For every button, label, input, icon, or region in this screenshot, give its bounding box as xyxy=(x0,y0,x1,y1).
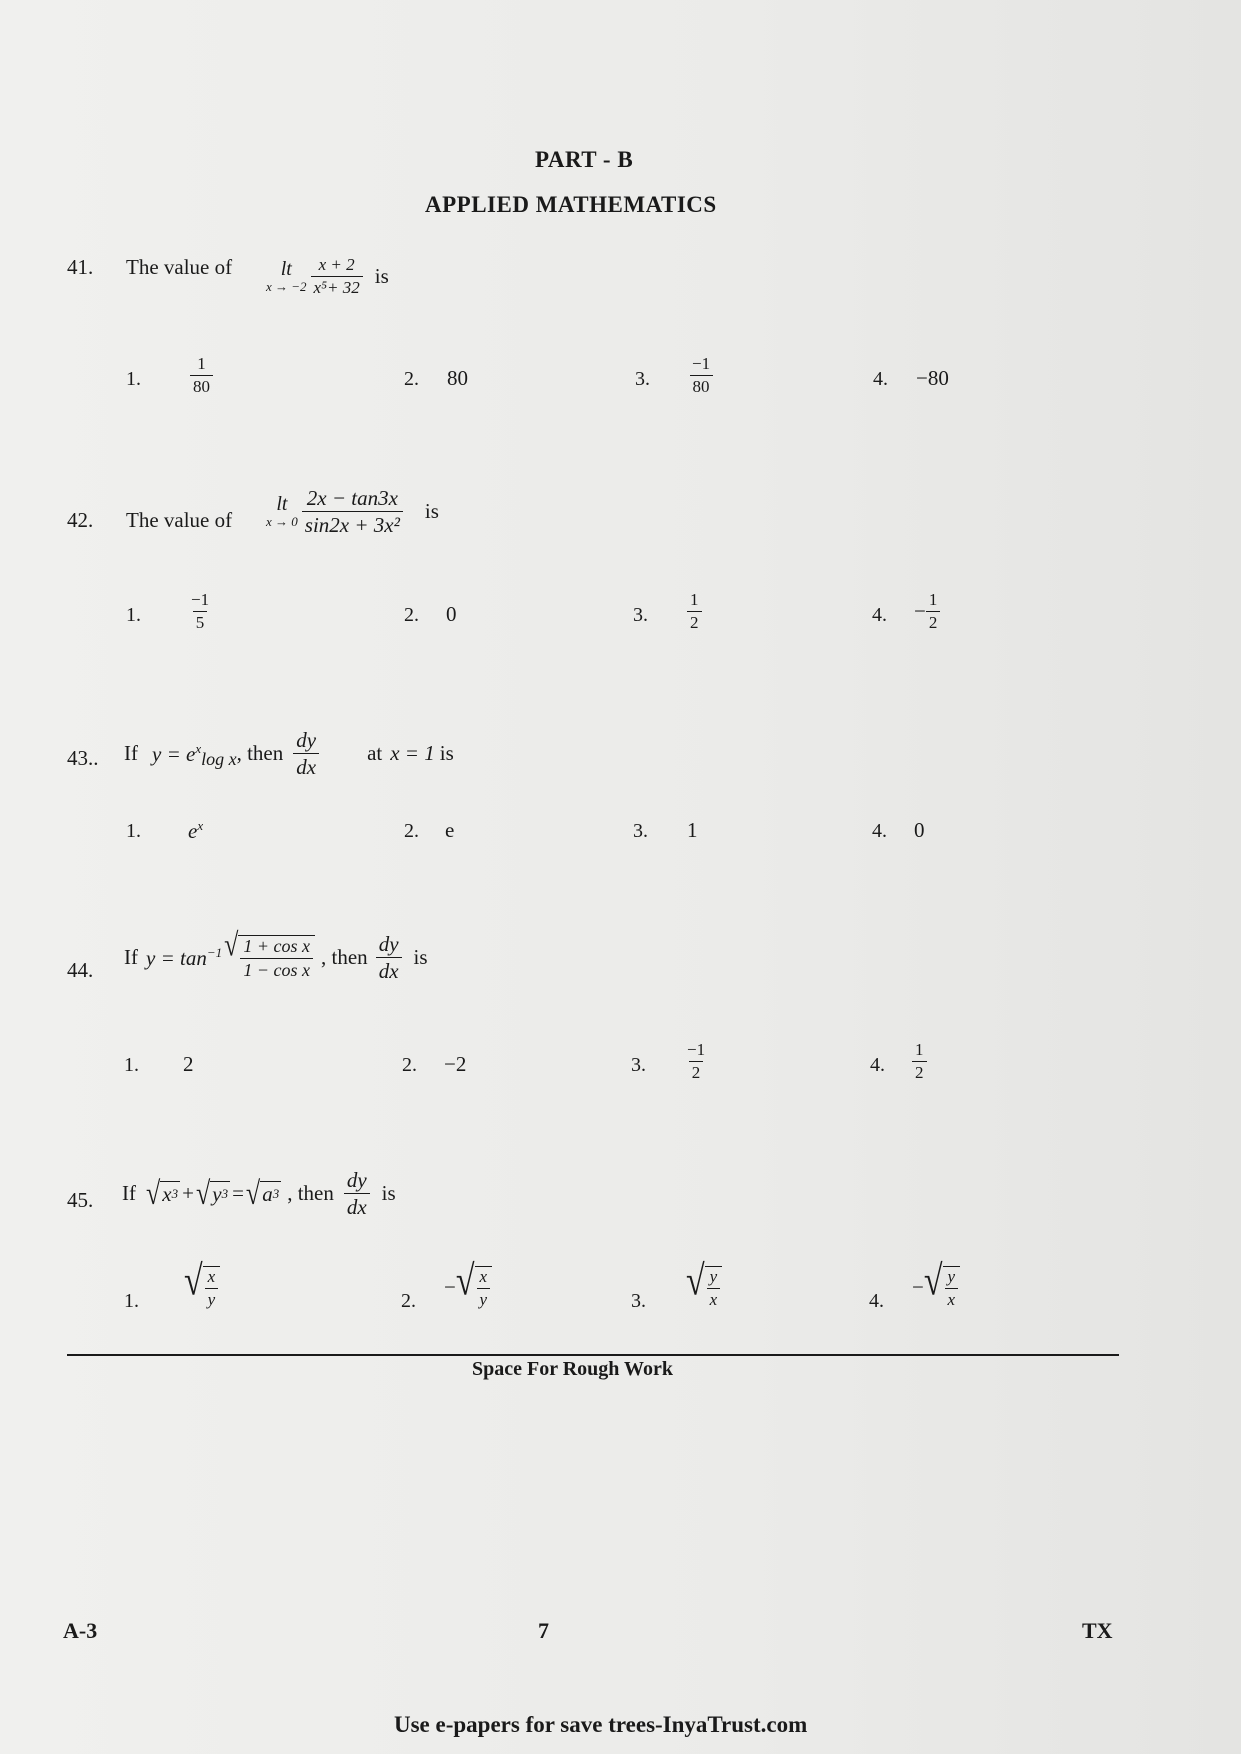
option-fraction xyxy=(687,590,702,632)
limit-word: lt xyxy=(276,493,288,516)
option-value xyxy=(190,354,213,396)
option-value: 1 xyxy=(687,818,698,842)
fraction-denominator: sin2x + 3x² xyxy=(302,511,403,537)
option-number: 2. xyxy=(404,368,419,390)
radical-sign: √ xyxy=(195,1174,211,1212)
fraction-denominator: 5 xyxy=(193,611,208,633)
derivative-denominator: dx xyxy=(344,1193,370,1219)
radical-sign: √ xyxy=(686,1258,705,1305)
square-root xyxy=(923,1258,960,1309)
page-number: 7 xyxy=(538,1618,549,1643)
radical-sign: √ xyxy=(245,1174,261,1212)
option-value xyxy=(188,590,212,632)
fraction-numerator: 1 xyxy=(928,590,938,609)
expression-exponent: −1 xyxy=(206,944,223,960)
fraction-numerator: −1 xyxy=(687,1040,706,1059)
question-45-text xyxy=(122,1168,396,1219)
square-root xyxy=(184,1258,220,1309)
option-number: 4. xyxy=(873,368,888,390)
option-value xyxy=(184,1258,220,1309)
question-prefix: If xyxy=(124,741,138,766)
question-condition: x = 1 xyxy=(390,741,435,766)
question-number: 43.. xyxy=(67,746,99,770)
fraction-numerator: x xyxy=(207,1267,216,1286)
square-root xyxy=(686,1258,722,1309)
derivative-numerator: dy xyxy=(346,1168,367,1192)
rough-work-label: Space For Rough Work xyxy=(472,1358,673,1380)
radical-sign: √ xyxy=(224,926,239,964)
limit-fraction xyxy=(311,255,363,297)
option-fraction xyxy=(188,590,212,632)
radicand xyxy=(203,1266,221,1309)
fraction-denominator: 2 xyxy=(687,611,702,633)
fraction-denominator: 2 xyxy=(912,1061,927,1083)
option-number: 3. xyxy=(631,1054,646,1076)
question-mid: , then xyxy=(321,945,368,970)
limit-subscript: x → 0 xyxy=(266,514,298,530)
fraction-denominator: 2 xyxy=(689,1061,704,1083)
option-fraction xyxy=(205,1267,219,1309)
fraction-numerator: 2x − tan3x xyxy=(306,486,398,510)
option-number: 1. xyxy=(126,368,141,390)
option-number: 2. xyxy=(404,604,419,626)
fraction-denominator: y xyxy=(205,1288,219,1310)
option-number: 1. xyxy=(126,604,141,626)
footer-series: TX xyxy=(1082,1618,1113,1643)
option-number: 4. xyxy=(870,1054,885,1076)
radicand xyxy=(260,1181,281,1207)
option-number: 2. xyxy=(402,1054,417,1076)
question-suffix: is xyxy=(374,263,389,288)
limit-operator xyxy=(266,259,307,294)
option-fraction xyxy=(912,1040,927,1082)
option-number: 3. xyxy=(635,368,650,390)
limit-subscript: x → −2 xyxy=(266,278,307,294)
fraction-numerator: 1 xyxy=(915,1040,924,1059)
question-expression xyxy=(152,741,237,767)
derivative-numerator: dy xyxy=(296,728,317,752)
fraction-numerator: y xyxy=(709,1267,718,1286)
square-root xyxy=(455,1258,492,1309)
fraction-denominator: y xyxy=(477,1288,491,1310)
equals-sign: = xyxy=(232,1181,244,1206)
question-prefix: If xyxy=(122,1181,136,1206)
option-number: 1. xyxy=(124,1290,139,1312)
radicand xyxy=(238,935,315,980)
question-suffix: is xyxy=(413,945,428,970)
subject-heading: APPLIED MATHEMATICS xyxy=(425,192,717,217)
derivative-numerator: dy xyxy=(378,932,399,956)
radicand-base: a xyxy=(262,1181,273,1206)
fraction-numerator: 1 xyxy=(690,590,699,609)
radicand-exponent: 3 xyxy=(171,1186,179,1202)
square-root xyxy=(146,1174,180,1212)
fraction-numerator: −1 xyxy=(191,590,210,609)
fraction-denominator: 80 xyxy=(190,375,213,397)
radicand-exponent: 3 xyxy=(272,1186,280,1202)
option-number: 3. xyxy=(633,604,648,626)
question-41-text xyxy=(126,255,232,280)
fraction-denominator: x⁵+ 32 xyxy=(311,276,363,298)
option-value xyxy=(687,590,702,632)
derivative-denominator: dx xyxy=(293,753,319,779)
radicand xyxy=(475,1266,493,1309)
option-fraction xyxy=(689,354,713,396)
fraction-denominator: 1 − cos x xyxy=(240,958,313,981)
option-number: 2. xyxy=(401,1290,416,1312)
radicand xyxy=(943,1266,961,1309)
option-value xyxy=(912,1040,927,1082)
option-value: 2 xyxy=(183,1052,194,1076)
expression-base: y = tan xyxy=(146,945,207,970)
question-suffix: is xyxy=(381,1181,396,1206)
option-value: 80 xyxy=(447,366,468,390)
radical-sign: √ xyxy=(923,1258,943,1305)
option-value xyxy=(689,354,713,396)
fraction-denominator: 80 xyxy=(690,375,713,397)
option-value xyxy=(914,590,940,632)
question-41 xyxy=(67,255,93,280)
derivative xyxy=(344,1168,370,1219)
question-number: 41. xyxy=(67,255,94,279)
expression-tail: log x xyxy=(201,748,237,769)
radicand xyxy=(705,1266,723,1309)
radicand xyxy=(160,1181,180,1207)
radicand-base: x xyxy=(162,1181,172,1206)
option-exponent: x xyxy=(197,818,204,833)
option-sign: − xyxy=(912,1275,924,1300)
question-43-text xyxy=(124,728,454,779)
option-value xyxy=(912,1258,960,1309)
square-root xyxy=(195,1174,230,1212)
option-value: e xyxy=(445,818,455,842)
option-number: 1. xyxy=(124,1054,139,1076)
option-value: −2 xyxy=(444,1052,467,1076)
radicand-fraction xyxy=(240,936,313,980)
option-fraction xyxy=(684,1040,708,1082)
square-root xyxy=(224,926,315,980)
radicand-base: y xyxy=(212,1181,222,1206)
limit-word: lt xyxy=(280,257,292,280)
option-value xyxy=(686,1258,722,1309)
question-at: at xyxy=(367,741,383,766)
radicand xyxy=(210,1181,230,1207)
fraction-numerator: x xyxy=(479,1267,488,1286)
radicand-exponent: 3 xyxy=(221,1186,229,1202)
derivative xyxy=(376,932,402,983)
option-base: e xyxy=(188,819,198,843)
question-42-expression xyxy=(266,486,439,537)
option-sign: − xyxy=(914,598,926,623)
radical-sign: √ xyxy=(455,1258,475,1305)
option-number: 2. xyxy=(404,820,419,842)
option-number: 4. xyxy=(872,604,887,626)
option-sign: − xyxy=(444,1275,456,1300)
derivative xyxy=(293,728,319,779)
fraction-numerator: 1 + cos x xyxy=(243,935,311,956)
expression-base: y = e xyxy=(152,741,196,766)
radical-sign: √ xyxy=(146,1174,161,1212)
fraction-numerator: y xyxy=(947,1267,956,1286)
fraction-denominator: x xyxy=(945,1288,959,1310)
footer-code: A-3 xyxy=(63,1618,98,1643)
option-value: −80 xyxy=(916,366,949,390)
footer-watermark-text: Use e-papers for save trees-InyaTrust.com xyxy=(394,1712,808,1737)
question-suffix: is xyxy=(439,741,454,766)
plus-sign: + xyxy=(182,1181,194,1206)
option-value: 0 xyxy=(446,602,457,626)
question-expression xyxy=(146,945,222,971)
option-number: 4. xyxy=(869,1290,884,1312)
fraction-numerator: −1 xyxy=(692,354,711,373)
option-number: 1. xyxy=(126,820,141,842)
question-number: 44. xyxy=(67,958,94,982)
option-number: 3. xyxy=(631,1290,646,1312)
option-fraction xyxy=(926,590,941,632)
rough-work-divider xyxy=(67,1354,1119,1356)
option-value xyxy=(188,818,203,844)
part-heading: PART - B xyxy=(535,147,634,172)
option-value xyxy=(444,1258,492,1309)
question-44-text xyxy=(124,926,428,984)
fraction-numerator: 1 xyxy=(197,354,206,373)
option-number: 3. xyxy=(633,820,648,842)
option-number: 4. xyxy=(872,820,887,842)
question-suffix: is xyxy=(424,499,439,524)
question-prefix: If xyxy=(124,945,138,970)
limit-fraction xyxy=(302,486,403,537)
option-fraction xyxy=(707,1267,721,1309)
question-prefix: The value of xyxy=(126,255,233,279)
fraction-denominator: x xyxy=(707,1288,721,1310)
question-number: 45. xyxy=(67,1188,94,1212)
question-mid: , then xyxy=(287,1181,334,1206)
question-number: 42. xyxy=(67,508,94,532)
question-prefix: The value of xyxy=(126,508,233,532)
question-mid: , then xyxy=(236,741,284,766)
fraction-denominator: 2 xyxy=(926,611,941,633)
option-value xyxy=(684,1040,708,1082)
limit-operator xyxy=(266,494,298,529)
derivative-denominator: dx xyxy=(376,957,402,983)
option-value: 0 xyxy=(914,818,925,842)
square-root xyxy=(245,1174,281,1212)
option-fraction xyxy=(190,354,213,396)
fraction-numerator: x + 2 xyxy=(318,255,355,274)
question-41-expression xyxy=(266,255,389,297)
radical-sign: √ xyxy=(184,1258,203,1305)
option-fraction xyxy=(477,1267,491,1309)
option-fraction xyxy=(945,1267,959,1309)
expression-exponent: x xyxy=(195,740,202,756)
